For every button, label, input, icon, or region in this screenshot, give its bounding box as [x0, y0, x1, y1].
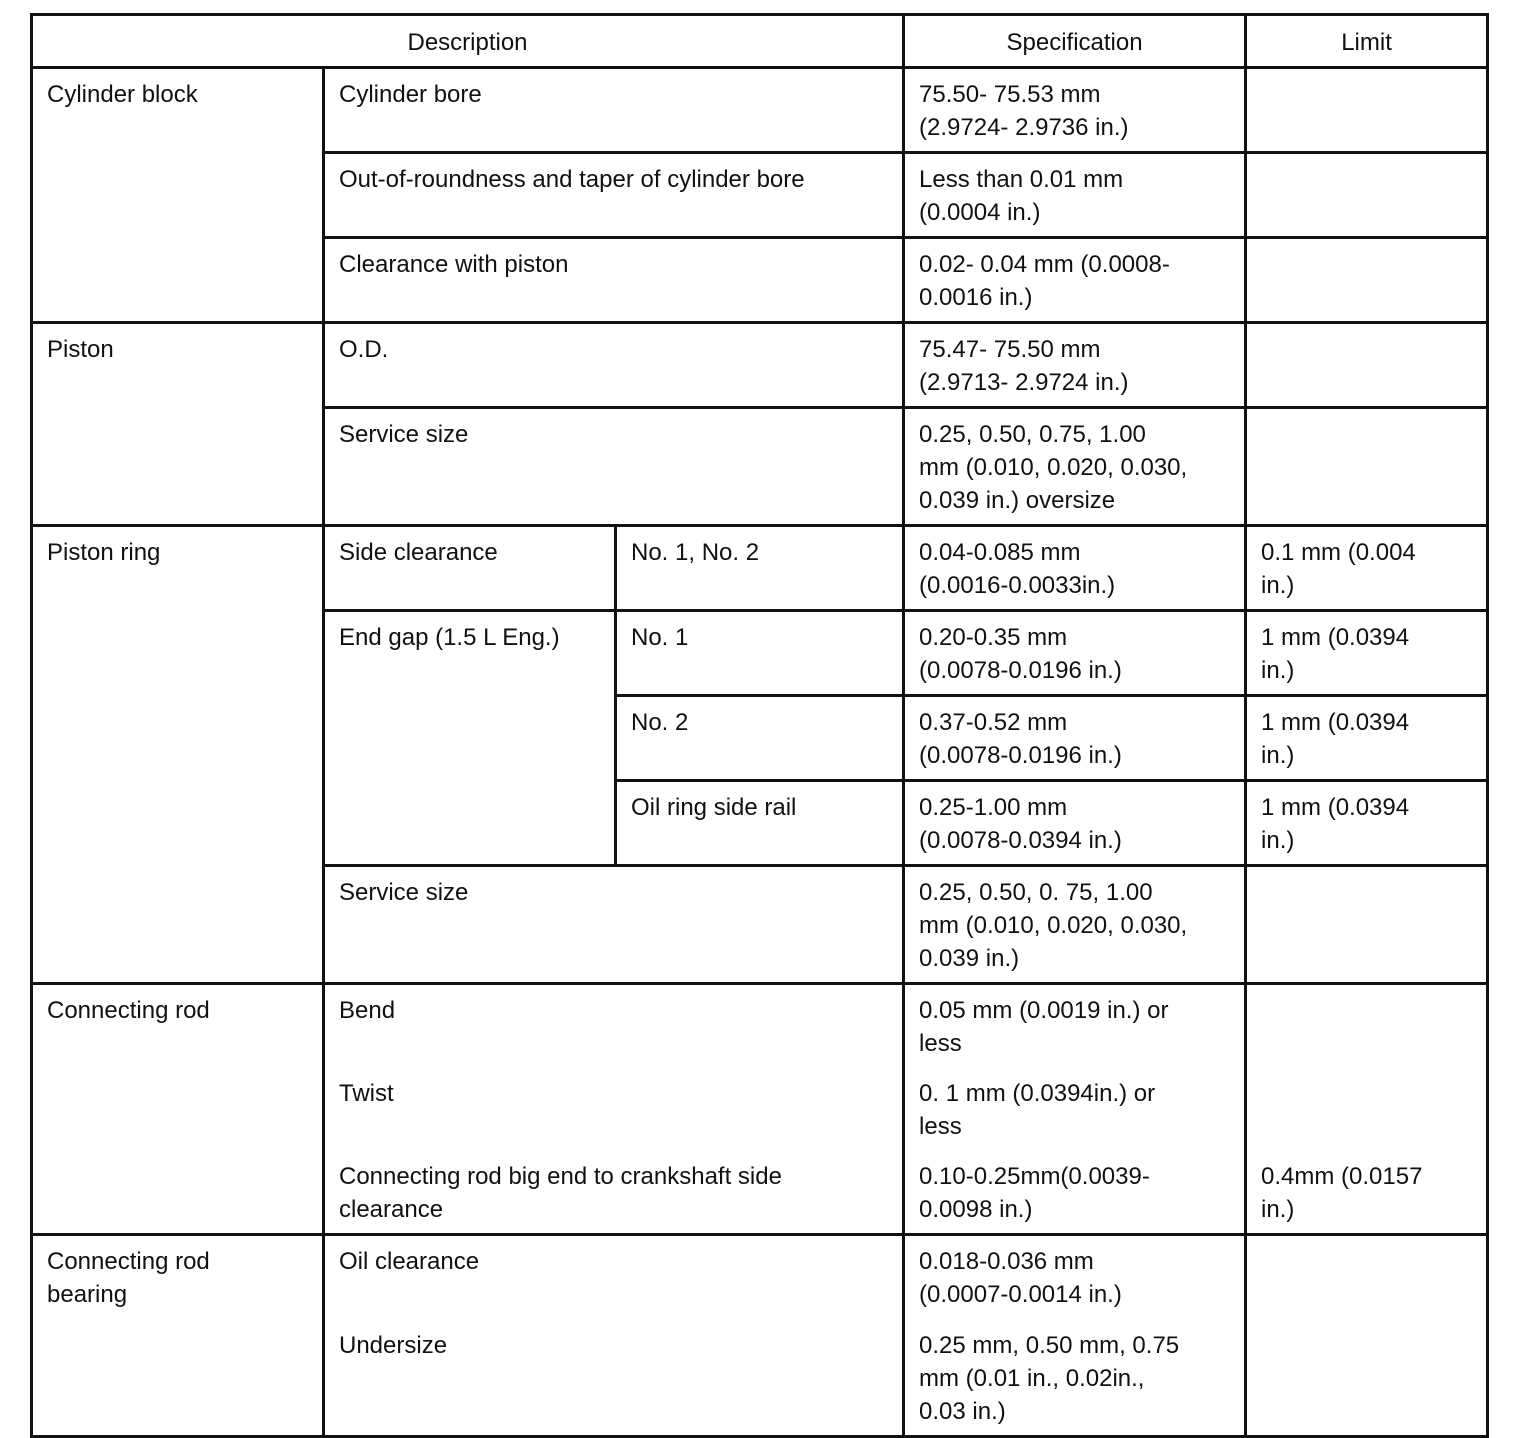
item-bend: Bend: [339, 997, 396, 1024]
spec-cylinder-bore: 75.50- 75.53 mm (2.9724- 2.9736 in.): [904, 68, 1246, 153]
specs-rod-bearing: [904, 1235, 1246, 1437]
limit-end-gap-oil-ring: 1 mm (0.0394 in.): [1246, 781, 1488, 866]
limit-clearance-with-piston: [1246, 238, 1488, 323]
spec-big-end-side-clearance: 0.10-0.25mm(0.0039- 0.0098 in.): [919, 1163, 1150, 1223]
item-ring-service-size: Service size: [324, 866, 904, 984]
spec-twist: 0. 1 mm (0.0394in.) or less: [919, 1080, 1156, 1140]
specification-table: [30, 13, 1489, 1438]
spec-piston-service-size: 0.25, 0.50, 0.75, 1.00 mm (0.010, 0.020, 0.030, 0.039 in.) oversize: [904, 408, 1246, 526]
group-piston: Piston: [32, 323, 324, 526]
limit-piston-service-size: [1246, 408, 1488, 526]
spec-ring-service-size: 0.25, 0.50, 0. 75, 1.00 mm (0.010, 0.020, 0.030, 0.039 in.): [904, 866, 1246, 984]
group-piston-ring: Piston ring: [32, 526, 324, 984]
limit-out-of-roundness: [1246, 153, 1488, 238]
item-end-gap: End gap (1.5 L Eng.): [324, 611, 616, 866]
specs-connecting-rod: [904, 984, 1246, 1235]
group-connecting-rod-bearing: Connecting rod bearing: [32, 1235, 324, 1437]
item-undersize: Undersize: [339, 1332, 448, 1359]
sub-end-gap-no2: No. 2: [616, 696, 904, 781]
table-header-row: [32, 15, 1488, 68]
items-connecting-rod: [324, 984, 904, 1235]
header-limit: Limit: [1246, 15, 1488, 68]
item-piston-service-size: Service size: [324, 408, 904, 526]
item-out-of-roundness: Out-of-roundness and taper of cylinder bore: [324, 153, 904, 238]
item-piston-od: O.D.: [324, 323, 904, 408]
table-row: [32, 984, 1488, 1235]
item-cylinder-bore: Cylinder bore: [324, 68, 904, 153]
table-row: [32, 68, 1488, 153]
table-row: [32, 1235, 1488, 1437]
spec-piston-od: 75.47- 75.50 mm (2.9713- 2.9724 in.): [904, 323, 1246, 408]
limit-oil-clearance: [1261, 1245, 1476, 1329]
item-clearance-with-piston: Clearance with piston: [324, 238, 904, 323]
header-specification: Specification: [904, 15, 1246, 68]
spec-oil-clearance: 0.018-0.036 mm (0.0007-0.0014 in.): [919, 1248, 1122, 1308]
limit-cylinder-bore: [1246, 68, 1488, 153]
limit-end-gap-no2: 1 mm (0.0394 in.): [1246, 696, 1488, 781]
sub-end-gap-no1: No. 1: [616, 611, 904, 696]
group-connecting-rod: Connecting rod: [32, 984, 324, 1235]
table-row: [32, 323, 1488, 408]
spec-end-gap-no1: 0.20-0.35 mm (0.0078-0.0196 in.): [904, 611, 1246, 696]
limit-big-end-side-clearance: 0.4mm (0.0157 in.): [1261, 1163, 1423, 1223]
spec-bend: 0.05 mm (0.0019 in.) or less: [919, 997, 1169, 1057]
items-rod-bearing: [324, 1235, 904, 1437]
limit-side-clearance: 0.1 mm (0.004 in.): [1246, 526, 1488, 611]
sub-end-gap-oil-ring: Oil ring side rail: [616, 781, 904, 866]
spec-end-gap-no2: 0.37-0.52 mm (0.0078-0.0196 in.): [904, 696, 1246, 781]
spec-side-clearance: 0.04-0.085 mm (0.0016-0.0033in.): [904, 526, 1246, 611]
limits-connecting-rod: [1246, 984, 1488, 1235]
limits-rod-bearing: [1246, 1235, 1488, 1437]
spec-undersize: 0.25 mm, 0.50 mm, 0.75 mm (0.01 in., 0.02in., 0.03 in.): [919, 1332, 1180, 1425]
spec-clearance-with-piston: 0.02- 0.04 mm (0.0008- 0.0016 in.): [904, 238, 1246, 323]
header-description: Description: [32, 15, 904, 68]
limit-ring-service-size: [1246, 866, 1488, 984]
limit-piston-od: [1246, 323, 1488, 408]
spec-end-gap-oil-ring: 0.25-1.00 mm (0.0078-0.0394 in.): [904, 781, 1246, 866]
limit-bend: [1261, 994, 1476, 1077]
item-side-clearance: Side clearance: [324, 526, 616, 611]
table-row: [32, 526, 1488, 611]
spec-out-of-roundness: Less than 0.01 mm (0.0004 in.): [904, 153, 1246, 238]
group-cylinder-block: Cylinder block: [32, 68, 324, 323]
limit-end-gap-no1: 1 mm (0.0394 in.): [1246, 611, 1488, 696]
limit-twist: [1261, 1077, 1476, 1160]
item-big-end-side-clearance: Connecting rod big end to crankshaft side clearance: [339, 1163, 782, 1223]
item-oil-clearance: Oil clearance: [339, 1248, 480, 1275]
item-twist: Twist: [339, 1080, 394, 1107]
sub-side-clearance: No. 1, No. 2: [616, 526, 904, 611]
